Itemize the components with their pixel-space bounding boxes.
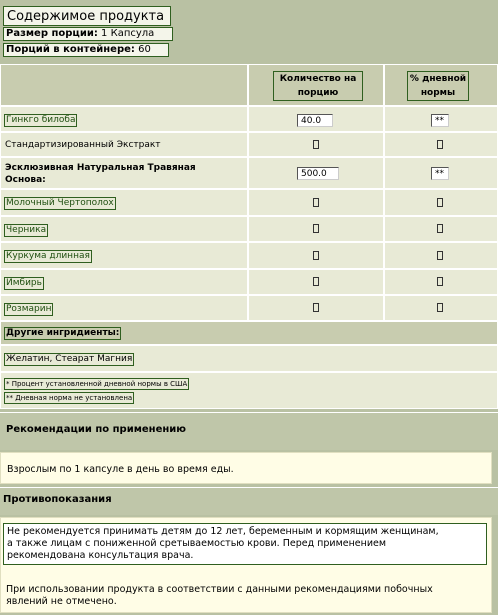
usage-text-box <box>0 452 492 484</box>
table-row <box>0 157 248 189</box>
amount-field[interactable]: 500.0 <box>297 167 339 180</box>
empty-value-icon <box>437 140 443 149</box>
ingredient-name[interactable]: Черника <box>6 225 47 235</box>
ingredient-name[interactable]: Молочный Чертополох <box>6 198 114 208</box>
table-row <box>0 295 248 321</box>
ingredient-name-l2: Основа: <box>5 175 46 185</box>
empty-value-icon <box>313 198 319 207</box>
table-header-amount <box>248 64 384 106</box>
side-effects-l1: При использовании продукта в соответствии с данными рекомендациями побочных <box>6 584 433 595</box>
table-cell-dv <box>384 269 498 295</box>
servings-value: 60 <box>138 44 151 55</box>
table-cell-dv <box>384 242 498 269</box>
footnotes <box>0 372 498 409</box>
ingredient-name: Стандартизированный Экстракт <box>5 140 161 150</box>
footnote-1: * Процент установленной дневной нормы в США <box>6 380 188 388</box>
table-cell-dv <box>384 157 498 189</box>
side-effects-text <box>6 584 433 608</box>
empty-value-icon <box>437 198 443 207</box>
col-amount-label <box>273 71 363 101</box>
other-ingredients-row <box>0 345 498 372</box>
table-cell-dv <box>384 189 498 216</box>
serving-size <box>3 27 173 41</box>
table-row <box>0 242 248 269</box>
ingredient-name[interactable]: Куркума длинная <box>6 251 90 261</box>
other-ingredients-header <box>0 321 498 345</box>
title-text: Содержимое продукта <box>7 9 165 24</box>
empty-value-icon <box>437 251 443 260</box>
table-row <box>0 189 248 216</box>
contra-text-l3: рекомендована консультация врача. <box>7 550 194 561</box>
col-dv-l2: нормы <box>420 88 456 98</box>
contra-text-l2: а также лицам с пониженной сретываемостью крови. Перед применением <box>7 538 387 549</box>
ingredient-name[interactable]: Имбирь <box>6 278 42 288</box>
table-cell-amount <box>248 157 384 189</box>
serving-label: Размер порции: <box>6 28 98 39</box>
table-cell-dv <box>384 106 498 132</box>
ingredient-name[interactable]: Розмарин <box>6 304 52 314</box>
ingredient-name-l1: Эсклюзивная Натуральная Травяная <box>5 163 196 173</box>
table-cell-amount <box>248 132 384 157</box>
table-cell-amount <box>248 295 384 321</box>
table-row <box>0 132 248 157</box>
contra-text-l1: Не рекомендуется принимать детям до 12 лет, беременным и кормящим женщинам, <box>7 526 439 537</box>
empty-value-icon <box>313 140 319 149</box>
table-row <box>0 106 248 132</box>
table-header-dv <box>384 64 498 106</box>
table-header-name <box>0 64 248 106</box>
ingredient-name <box>5 162 196 186</box>
table-cell-amount <box>248 216 384 242</box>
servings-label: Порций в контейнере: <box>6 44 135 55</box>
table-cell-dv <box>384 132 498 157</box>
dv-field[interactable]: ** <box>431 114 449 127</box>
usage-title: Рекомендации по применению <box>6 424 186 435</box>
empty-value-icon <box>313 251 319 260</box>
dv-field[interactable]: ** <box>431 167 449 180</box>
contra-title: Противопоказания <box>3 494 112 505</box>
col-amount-l1: Количество на <box>279 74 357 84</box>
ingredient-name[interactable]: Гинкго билоба <box>6 115 76 125</box>
amount-field[interactable]: 40.0 <box>297 114 333 127</box>
product-title <box>3 6 171 26</box>
other-ingredients-value: Желатин, Стеарат Магния <box>6 354 133 364</box>
usage-section-header <box>0 412 498 450</box>
empty-value-icon <box>313 224 319 233</box>
serving-value: 1 Капсула <box>101 28 155 39</box>
empty-value-icon <box>313 277 319 286</box>
table-cell-amount <box>248 242 384 269</box>
table-cell-amount <box>248 189 384 216</box>
table-row <box>0 269 248 295</box>
empty-value-icon <box>437 277 443 286</box>
table-cell-dv <box>384 295 498 321</box>
empty-value-icon <box>313 303 319 312</box>
empty-value-icon <box>437 224 443 233</box>
contra-text-box <box>3 523 487 565</box>
usage-text: Взрослым по 1 капсуле в день во время еды. <box>7 464 234 475</box>
table-cell-dv <box>384 216 498 242</box>
servings-per-container <box>3 43 169 57</box>
contra-panel <box>0 517 492 613</box>
footnote-2: ** Дневная норма не установлена <box>6 394 133 402</box>
empty-value-icon <box>437 303 443 312</box>
col-dv-label <box>407 71 469 101</box>
col-dv-l1: % дневной <box>409 74 467 84</box>
contra-section-header <box>0 487 498 515</box>
table-cell-amount <box>248 269 384 295</box>
side-effects-l2: явлений не отмечено. <box>6 596 117 607</box>
table-row <box>0 216 248 242</box>
table-cell-amount <box>248 106 384 132</box>
other-ingredients-label: Другие ингридиенты: <box>6 328 120 338</box>
col-amount-l2: порцию <box>297 88 339 98</box>
